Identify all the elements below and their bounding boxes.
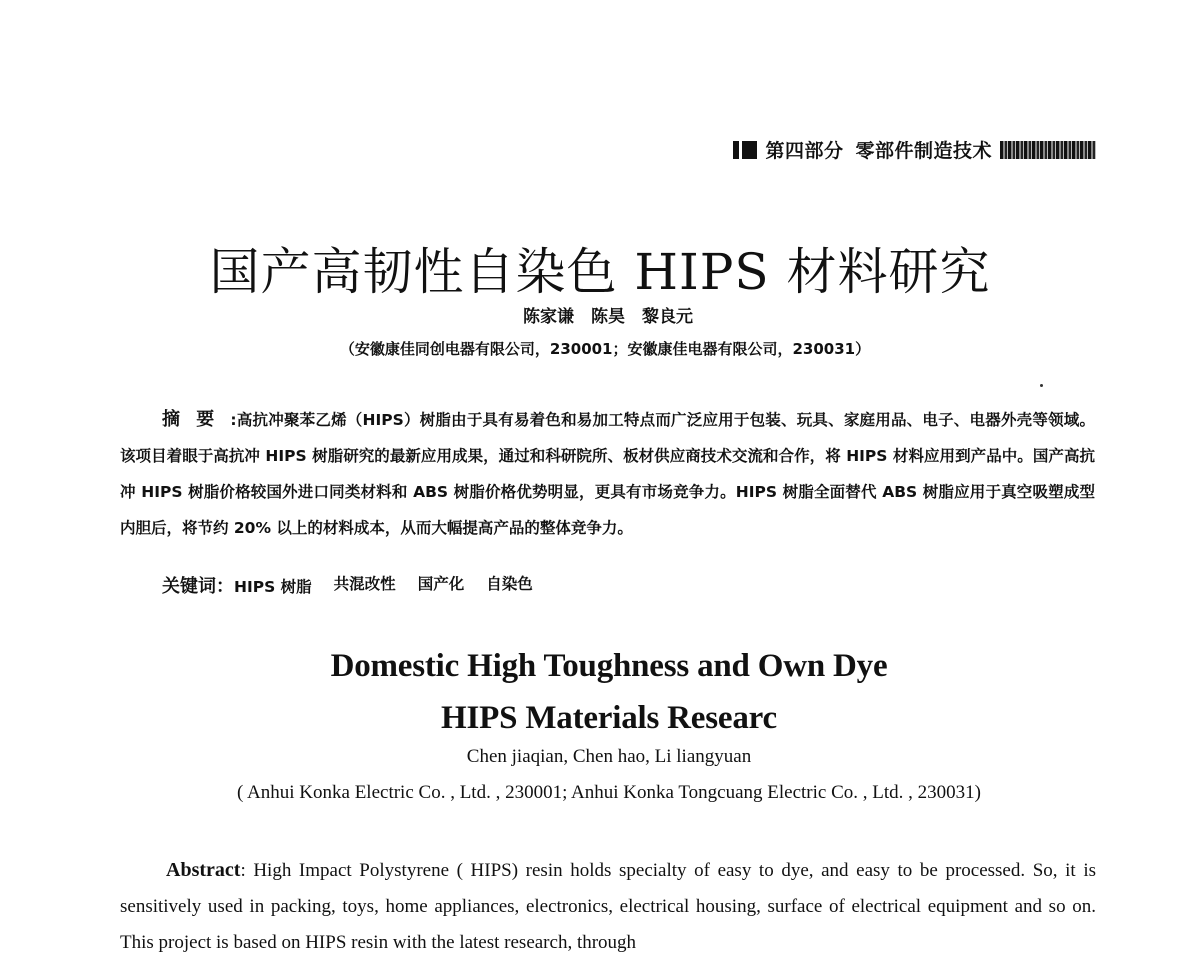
running-header-section: 零部件制造技术 — [855, 140, 992, 162]
en-title-line2: HIPS Materials Researc — [441, 700, 777, 736]
en-abstract — [120, 852, 1096, 961]
cn-keyword-item: 国产化 — [417, 575, 465, 593]
cn-keywords — [162, 572, 533, 598]
en-authors: Chen jiaqian, Chen hao, Li liangyuan — [466, 746, 752, 767]
cn-abstract-colon: : — [230, 411, 237, 429]
header-bar-right-ornament — [1000, 141, 1096, 159]
cn-abstract-text: 高抗冲聚苯乙烯（HIPS）树脂由于具有易着色和易加工特点而广泛应用于包装、玩具、家庭用品、电子、电器外壳等领域。该项目着眼于高抗冲 HIPS 树脂研究的最新应用成果，通过和科研院所、板材供应商技术交流和合作，将 HIPS 材料应用到产品中。国产高抗冲 HIPS 树脂价格较国外进口同类材料和 ABS 树脂价格优势明显，更具有市场竞争力。HIPS 树脂全面替代 ABS 树脂应用于真空吸塑成型内胆后，将节约 20% 以上的材料成本，从而大幅提高产品的整体竞争力。 — [120, 411, 1095, 537]
en-abstract-label: Abstract — [166, 859, 241, 881]
en-abstract-colon: : — [240, 860, 254, 881]
cn-keyword-item: 共混改性 — [333, 575, 396, 593]
cn-keyword-item: 自染色 — [486, 575, 533, 593]
cn-affiliation: （安徽康佳同创电器有限公司，230001；安徽康佳电器有限公司，230031） — [339, 340, 871, 358]
header-bar-left-ornament — [733, 141, 757, 159]
en-abstract-text: High Impact Polystyrene ( HIPS) resin holds specialty of easy to dye, and easy to be processed. So, it is sensitively used in packing, toys, home appliances, electronics, electrical housing, surface of electrical equipment and so on. This project is based on HIPS resin with the latest research, through — [120, 860, 1096, 953]
cn-abstract-label: 摘要 — [162, 409, 231, 430]
cn-keyword-item: HIPS 树脂 — [234, 578, 312, 596]
cn-title: 国产高韧性自染色 HIPS 材料研究 — [209, 243, 991, 301]
running-header — [733, 136, 1096, 163]
stray-dot — [1040, 384, 1043, 387]
running-header-part: 第四部分 — [765, 140, 844, 162]
cn-keywords-label: 关键词： — [162, 576, 234, 597]
cn-abstract — [120, 402, 1095, 546]
en-title — [0, 640, 1200, 744]
cn-authors: 陈家谦 陈昊 黎良元 — [523, 307, 693, 327]
running-header-text — [765, 136, 992, 163]
en-affiliation: ( Anhui Konka Electric Co. , Ltd. , 230001; Anhui Konka Tongcuang Electric Co. , Ltd. , 230031) — [237, 782, 981, 803]
cn-keywords-first — [162, 572, 312, 598]
en-title-line1: Domestic High Toughness and Own Dye — [330, 648, 888, 684]
